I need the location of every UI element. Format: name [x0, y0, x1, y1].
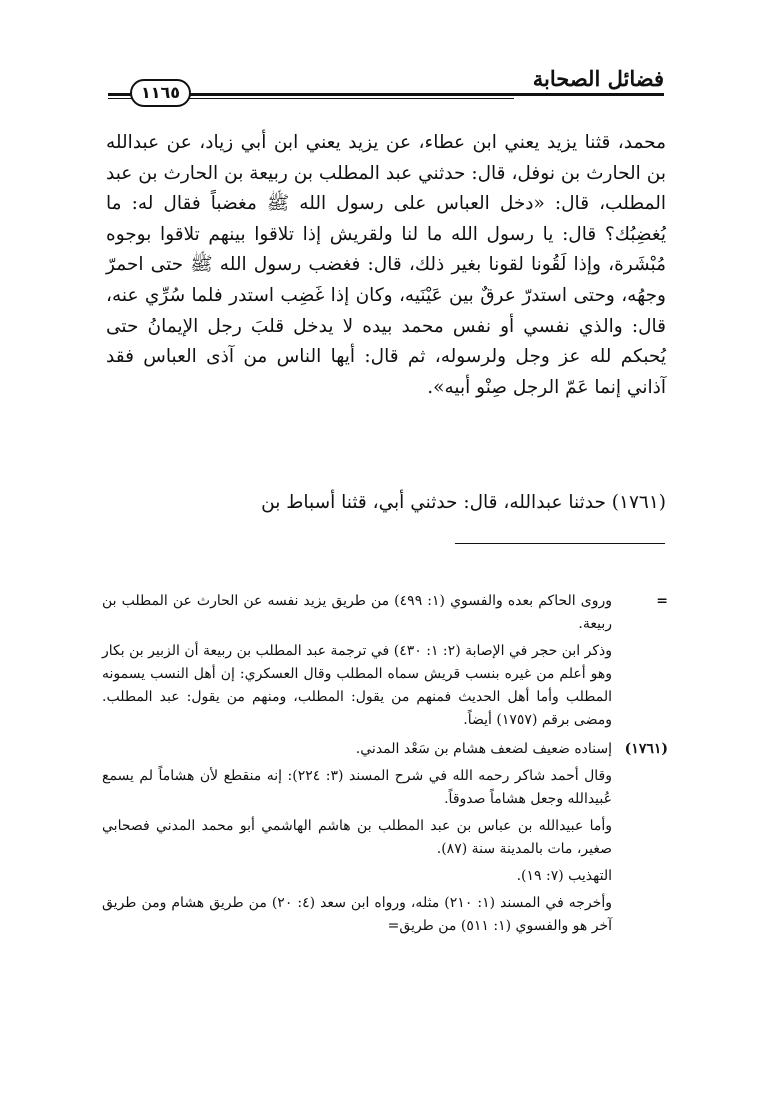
header-title: فضائل الصحابة	[532, 66, 664, 91]
footnote-marker: (١٧٦١)	[624, 741, 668, 757]
footnote-paragraph: وروى الحاكم بعده والفسوي (١: ٤٩٩) من طريق يزيد نفسه عن الحارث عن المطلب بن ربيعة.	[102, 593, 612, 632]
footnote-separator	[455, 543, 665, 544]
footnote-paragraph: وذكر ابن حجر في الإصابة (٢: ١: ٤٣٠) في ترجمة عبد المطلب بن ربيعة أن الزبير بن بكار وهو أعلم من غيره بنسب قريش سماه المطلب وقال العسكري: إن أهل النسب يسمونه المطلب وأما أهل الحديث فمنهم من يقول: المطلب، ومنهم من يقول: عبد المطلب. ومضى برقم (١٧٥٧) أيضاً.	[102, 643, 613, 728]
hadith-paragraph: محمد، قثنا يزيد يعني ابن عطاء، عن يزيد يعني ابن أبي زياد، عن عبدالله بن الحارث بن نوفل، قال: حدثني عبد المطلب بن ربيعة بن الحارث بن عبد المطلب، قال: «دخل العباس على رسول الله ﷺ مغضباً فقال له: ما يُغضِبُك؟ قال: يا رسول الله ما لنا ولقريش إذا تلاقوا بينهم تلاقوا بوجوه مُبْشَرة، وإذا لَقُونا لقونا بغير ذلك، قال: فغضب رسول الله ﷺ حتى احمرّ وجهُه، وحتى استدرّ عرقٌ بين عَيْنَيه، وكان إذا غَضِب استدر فلما سُرِّي عنه، قال: والذي نفسي أو نفس محمد بيده لا يدخل قلبَ رجل الإيمانُ حتى يُحبكم لله عز وجل ولرسوله، ثم قال: أيها الناس من آذى العباس فقد آذاني إنما عَمّ الرجل صِنْو أبيه».	[106, 132, 666, 398]
footnote-paragraph: إسناده ضعيف لضعف هشام بن سَعْد المدني.	[355, 741, 612, 757]
page-number: ١١٦٥	[130, 79, 191, 107]
footnote-1761	[102, 738, 668, 938]
header-rule	[108, 93, 664, 96]
footnote-paragraph: التهذيب (٧: ١٩).	[516, 868, 612, 884]
footnote-marker: =	[656, 593, 668, 609]
footnotes	[102, 590, 668, 944]
footnote-paragraph: وأخرجه في المسند (١: ٢١٠) مثله، ورواه ابن سعد (٤: ٢٠) من طريق هشام ومن طريق آخر هو والفسوي (١: ٥١١) من طريق=	[102, 895, 612, 934]
footnote-paragraph: وقال أحمد شاكر رحمه الله في شرح المسند (٣: ٢٢٤): إنه منقطع لأن هشاماً لم يسمع عُبيدالله وجعل هشاماً صدوقاً.	[102, 768, 612, 807]
footnote-continuation	[102, 590, 668, 732]
footnote-paragraph: وأما عبيدالله بن عباس بن عبد المطلب بن هاشم الهاشمي أبو محمد المدني فصحابي صغير، مات بالمدينة سنة (٨٧).	[102, 818, 612, 857]
running-header	[108, 62, 664, 102]
hadith-text	[106, 128, 666, 403]
next-hadith-opening: (١٧٦١) حدثنا عبدالله، قال: حدثني أبي، قثنا أسباط بن	[261, 492, 666, 513]
